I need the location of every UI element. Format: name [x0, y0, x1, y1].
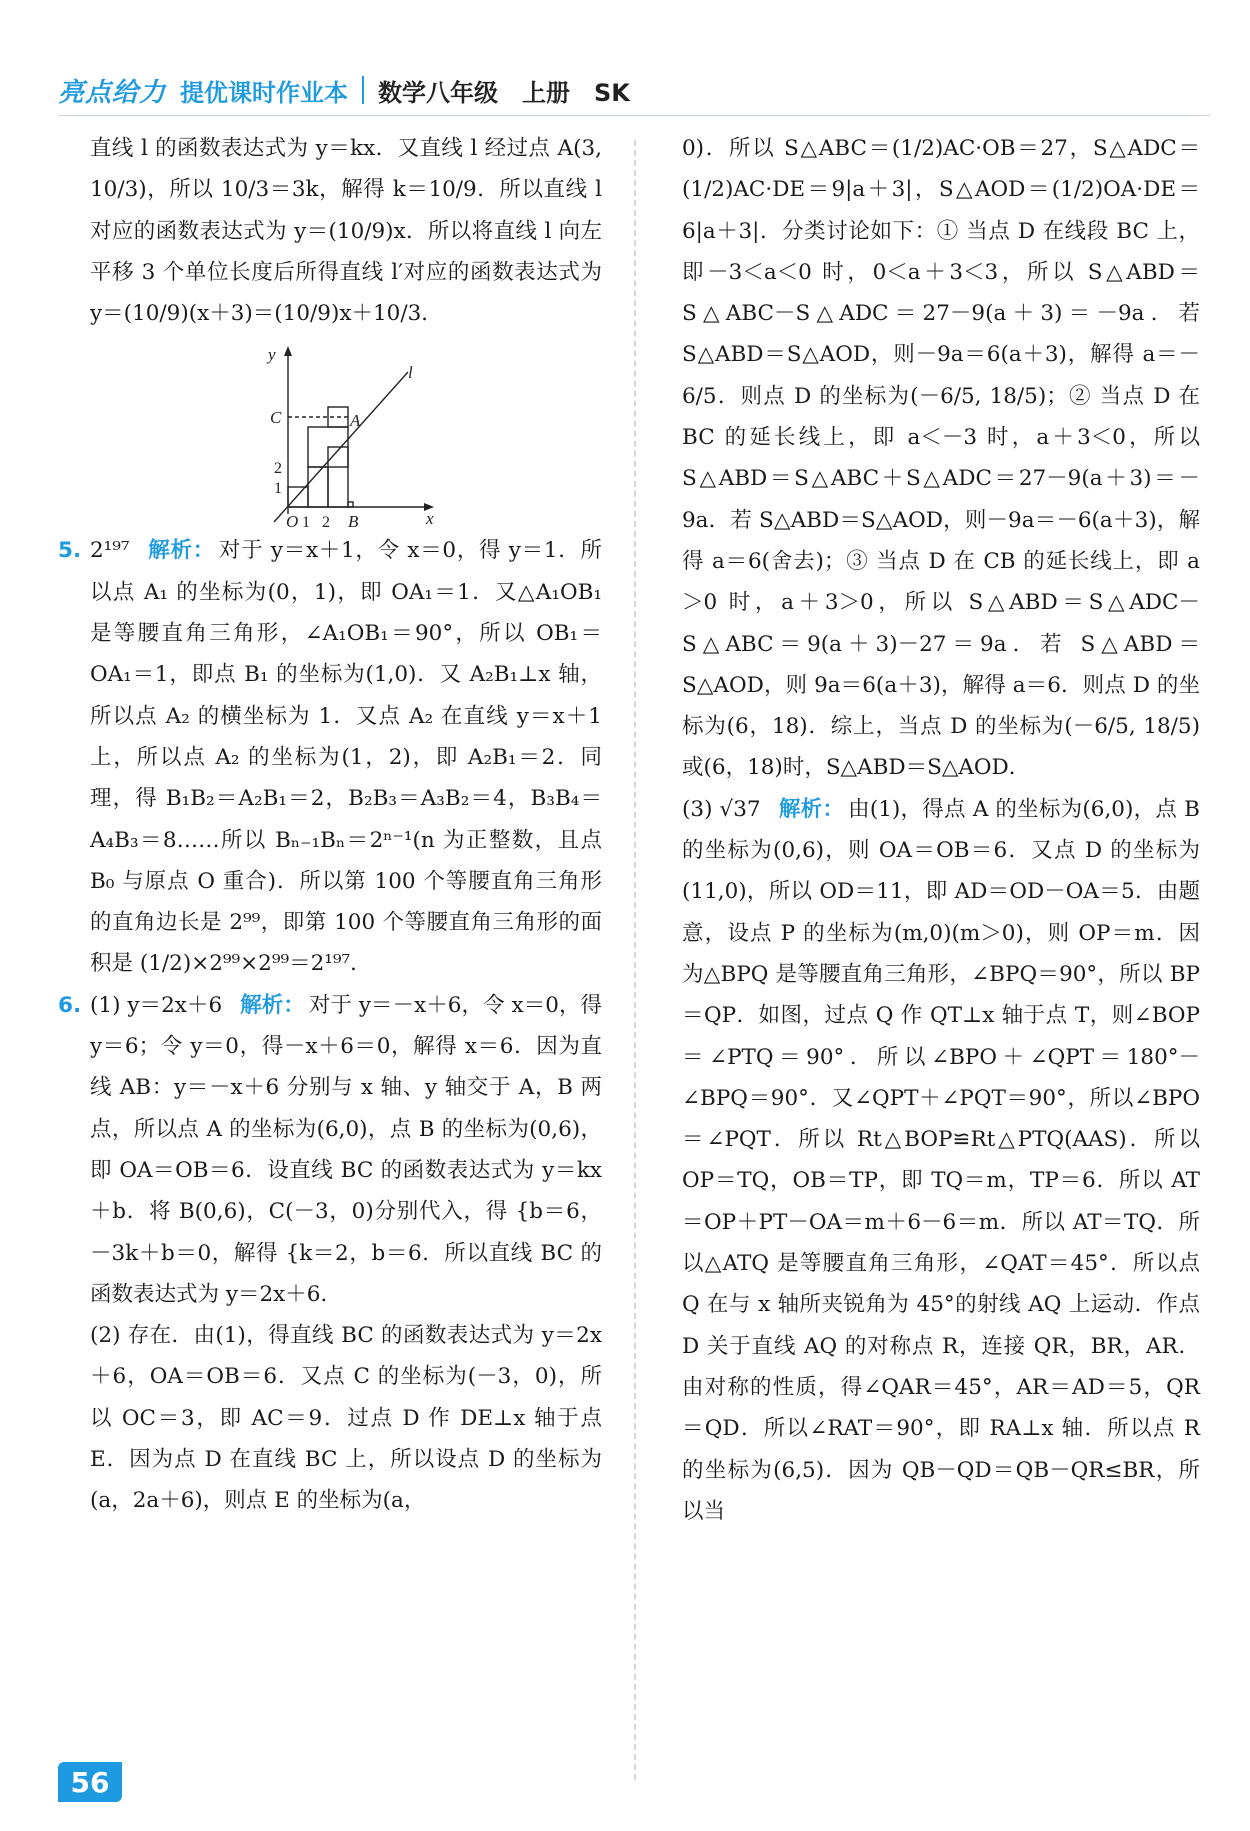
fig-label-x: x [426, 509, 434, 529]
brand-logo: 亮点给力 [58, 77, 167, 108]
answer: (1) y＝2x＋6 [90, 992, 223, 1018]
analysis-label: 解析： [240, 992, 305, 1018]
fig-label-o: O [286, 512, 299, 532]
question-number: 5. [58, 538, 82, 564]
analysis-text: 由(1)，得点 A 的坐标为(6,0)，点 B 的坐标为(0,6)，则 OA＝OB＝6．又点 D 的坐标为(11,0)，所以 OD＝11，即 AD＝OD－OA＝5．由题意，设点 P 的坐标为(m,0)(m＞0)，则 OP＝m．因为△BPQ 是等腰直角三角形，∠BPQ＝90°，所以 BP＝QP．如图，过点 Q 作 QT⊥x 轴于点 T，则∠BOP＝∠PTQ＝90°．所以∠BPO＋∠QPT＝180°－∠BPQ＝90°．又∠QPT＋∠PQT＝90°，所以∠BPO＝∠PQT．所以 Rt△BOP≌Rt△PTQ(AAS)．所以 OP＝TQ，OB＝TP，即 TQ＝m，TP＝6．所以 AT＝OP＋PT－OA＝m＋6－6＝m．所以 AT＝TQ．所以△ATQ 是等腰直角三角形，∠QAT＝45°．所以点 Q 在与 x 轴所夹锐角为 45°的射线 AQ 上运动．作点 D 关于直线 AQ 的对称点 R，连接 QR，BR，AR．由对称的性质，得∠QAR＝45°，AR＝AD＝5，QR＝QD．所以∠RAT＝90°，即 RA⊥x 轴．所以点 R 的坐标为(6,5)．因为 QB－QD＝QB－QR≤BR，所以当 [682, 796, 1200, 1524]
fig-label-c: C [270, 408, 282, 428]
answer: 2¹⁹⁷ [90, 538, 130, 564]
page-number: 56 [58, 1762, 122, 1802]
fig-label-b: B [348, 512, 359, 532]
y-arrow-icon [284, 346, 292, 356]
right-angle-mark [348, 502, 353, 507]
fig-label-y: y [268, 345, 276, 365]
fig-tick-x2: 2 [322, 514, 330, 532]
fig-label-l: l [408, 363, 413, 383]
page-header [58, 70, 630, 110]
book-title: 数学八年级 上册 SK [378, 78, 630, 107]
question-5 [58, 530, 602, 984]
solution-continuation: 直线 l 的函数表达式为 y＝kx．又直线 l 经过点 A(3, 10/3)，所以 10/3＝3k，解得 k＝10/9．所以直线 l 对应的函数表达式为 y＝(10/9)x．所以将直线 l 向左平移 3 个单位长度后所得直线 l′对应的函数表达式为 y＝(10/9)(x＋3)＝(10/9)x＋10/3． [90, 136, 602, 327]
fig-tick-2: 2 [274, 460, 282, 478]
column-divider [634, 140, 636, 1780]
answer: (3) √37 [682, 796, 761, 822]
analysis-text: 对于 y＝－x＋6，令 x＝0，得 y＝6；令 y＝0，得－x＋6＝0，解得 x＝6．因为直线 AB：y＝－x＋6 分别与 x 轴、y 轴交于 A，B 两点，所以点 A 的坐标为(6,0)，点 B 的坐标为(0,6)，即 OA＝OB＝6．设直线 BC 的函数表达式为 y＝kx＋b．将 B(0,6)，C(－3，0)分别代入，得 {b＝6，－3k＋b＝0，解得 {k＝2，b＝6．所以直线 BC 的函数表达式为 y＝2x＋6． [90, 992, 602, 1307]
fig-label-a: A [350, 411, 361, 431]
right-column [682, 128, 1200, 1532]
fig-tick-x1: 1 [302, 514, 310, 532]
header-rule [58, 115, 1210, 116]
series-title: 提优课时作业本 [180, 78, 349, 107]
analysis-text: 对于 y＝x＋1，令 x＝0，得 y＝1．所以点 A₁ 的坐标为(0，1)，即 OA₁＝1．又△A₁OB₁ 是等腰直角三角形，∠A₁OB₁＝90°，所以 OB₁＝OA₁＝1，即点 B₁ 的坐标为(1,0)．又 A₂B₁⊥x 轴，所以点 A₂ 的横坐标为 1．又点 A₂ 在直线 y＝x＋1 上，所以点 A₂ 的坐标为(1，2)，即 A₂B₁＝2．同理，得 B₁B₂＝A₂B₁＝2，B₂B₃＝A₃B₂＝4，B₃B₄＝A₄B₃＝8……所以 Bₙ₋₁Bₙ＝2ⁿ⁻¹(n 为正整数，且点 B₀ 与原点 O 重合)．所以第 100 个等腰直角三角形的直角边长是 2⁹⁹，即第 100 个等腰直角三角形的面积是 (1/2)×2⁹⁹×2⁹⁹＝2¹⁹⁷． [90, 538, 602, 977]
question-number: 6. [58, 992, 82, 1018]
question-6-part-3 [682, 789, 1200, 1532]
solution-continuation: 0)．所以 S△ABC＝(1/2)AC·OB＝27，S△ADC＝(1/2)AC·DE＝9|a＋3|，S△AOD＝(1/2)OA·DE＝6|a＋3|．分类讨论如下：① 当点 D 在线段 BC 上，即－3＜a＜0 时，0＜a＋3＜3，所以 S△ABD＝S△ABC－S△ADC＝27－9(a＋3)＝－9a．若 S△ABD＝S△AOD，则－9a＝6(a＋3)，解得 a＝－6/5．则点 D 的坐标为(－6/5, 18/5)；② 当点 D 在 BC 的延长线上，即 a＜－3 时，a＋3＜0，所以 S△ABD＝S△ABC＋S△ADC＝27－9(a＋3)＝－9a．若 S△ABD＝S△AOD，则－9a＝－6(a＋3)，解得 a＝6(舍去)；③ 当点 D 在 CB 的延长线上，即 a＞0 时，a＋3＞0，所以 S△ABD＝S△ADC－S△ABC＝9(a＋3)－27＝9a．若 S△ABD＝S△AOD，则 9a＝6(a＋3)，解得 a＝6．则点 D 的坐标为(6，18)．综上，当点 D 的坐标为(－6/5, 18/5)或(6，18)时，S△ABD＝S△AOD． [682, 136, 1200, 781]
question-6-part-2: (2) 存在．由(1)，得直线 BC 的函数表达式为 y＝2x＋6，OA＝OB＝6．又点 C 的坐标为(－3，0)，所以 OC＝3，即 AC＝9．过点 D 作 DE⊥x 轴于点E．因为点 D 在直线 BC 上，所以设点 D 的坐标为(a，2a＋6)，则点 E 的坐标为(a， [90, 1323, 602, 1514]
line-l [274, 372, 408, 522]
analysis-label: 解析： [147, 538, 215, 564]
header-separator [362, 76, 364, 104]
coordinate-figure [258, 342, 438, 532]
left-column [58, 128, 602, 1522]
question-6 [58, 985, 602, 1315]
grid-cell [328, 447, 348, 507]
analysis-label: 解析： [778, 796, 845, 822]
fig-tick-1: 1 [274, 480, 282, 498]
